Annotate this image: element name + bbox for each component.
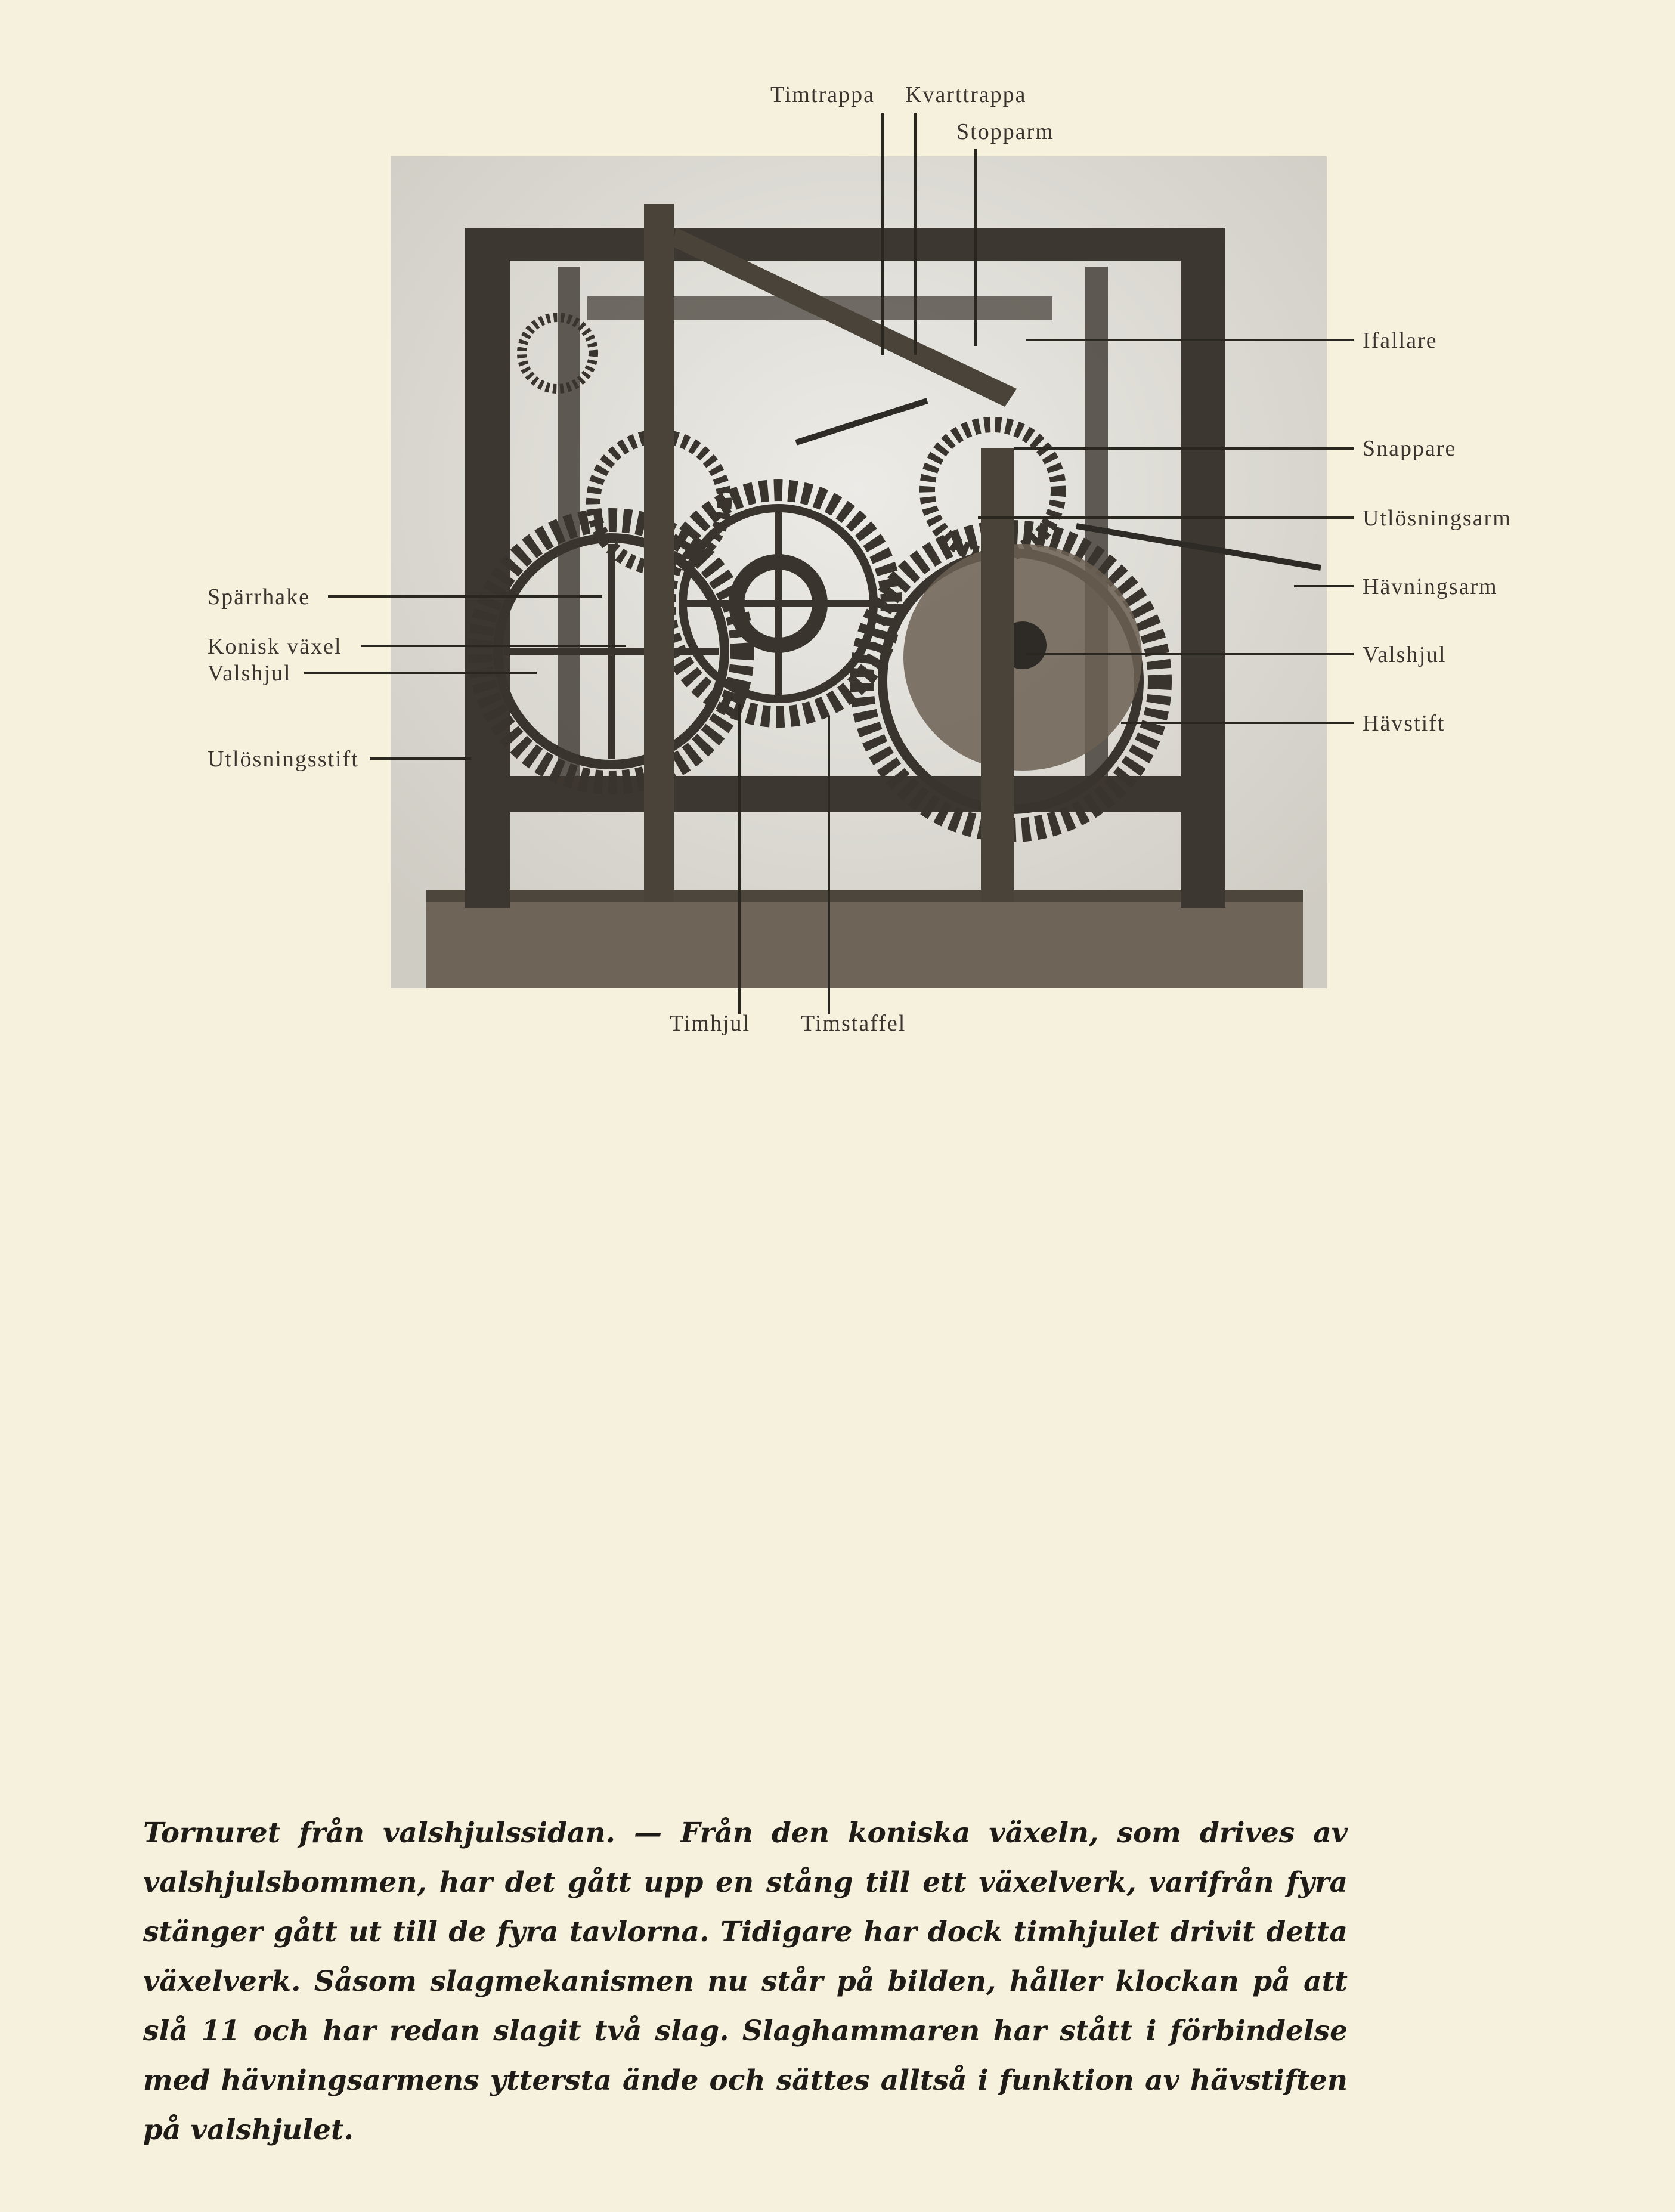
- label-valshjul-left: Valshjul: [208, 661, 292, 686]
- label-timtrappa: Timtrappa: [770, 82, 875, 107]
- figure-caption: Tornuret från valshjulssidan. — Från den koniska växeln, som drives av valshjulsbommen, har det gått upp en stång till ett växelverk, varifrån fyra stänger gått ut till de fyra tavlorna. Tidigare har dock timhjulet drivit detta växelverk. Såsom slagmekanismen nu står på bilden, håller klockan på att slå 11 och har redan slagit två slag. Slaghammaren har stått i förbindelse med hävningsarmens yttersta ände och sättes alltså i funktion av hävstiften på valshjulet.: [143, 1817, 1348, 2146]
- label-sparrhake: Spärrhake: [208, 584, 311, 610]
- label-ifallare: Ifallare: [1363, 328, 1438, 353]
- label-timstaffel: Timstaffel: [801, 1011, 906, 1036]
- label-valshjul-right: Valshjul: [1363, 642, 1447, 667]
- label-konisk-vaxel: Konisk växel: [208, 634, 342, 659]
- label-stopparm: Stopparm: [956, 119, 1054, 144]
- label-snappare: Snappare: [1363, 436, 1457, 461]
- label-utlosningsstift: Utlösningsstift: [208, 747, 359, 772]
- label-utlosningsarm: Utlösningsarm: [1363, 506, 1512, 531]
- label-timhjul: Timhjul: [670, 1011, 751, 1036]
- label-kvarttrappa: Kvarttrappa: [905, 82, 1027, 107]
- label-havstift: Hävstift: [1363, 711, 1445, 736]
- label-havningsarm: Hävningsarm: [1363, 574, 1498, 599]
- clock-mechanism-photo: [391, 156, 1327, 988]
